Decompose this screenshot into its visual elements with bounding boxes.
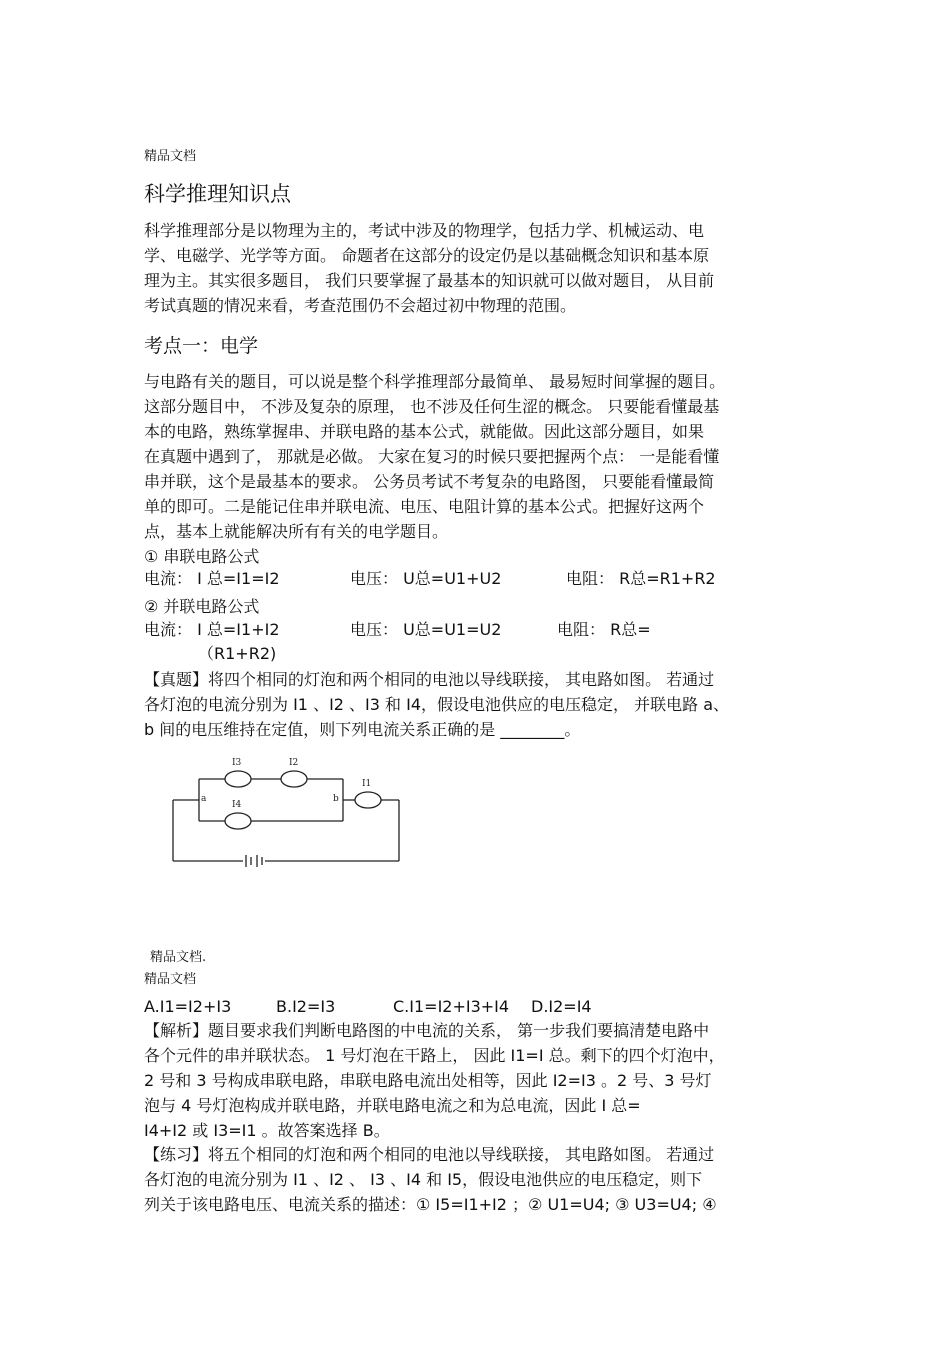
text-line: 【真题】将四个相同的灯泡和两个相同的电池以导线联接， 其电路如图。 若通过: [144, 670, 715, 689]
text-line: I4+I2 或 I3=I1 。故答案选择 B。: [144, 1121, 390, 1140]
parallel-current: 电流： I 总=I1+I2: [144, 620, 280, 639]
label-b: b: [333, 794, 339, 804]
text-line: 在真题中遇到了， 那就是必做。 大家在复习的时候只要把握两个点： 一是能看懂: [144, 447, 720, 466]
series-resistance: 电阻： R总=R1+R2: [566, 569, 716, 588]
page-header: 精品文档: [144, 149, 197, 164]
text-line: b 间的电压维持在定值，则下列电流关系正确的是 ________。: [144, 720, 581, 739]
circuit-diagram: [143, 745, 429, 885]
text-line: 2 号和 3 号构成串联电路，串联电路电流出处相等，因此 I2=I3 。2 号、3 号灯: [144, 1071, 712, 1090]
text-line: 各个元件的串并联状态。 1 号灯泡在干路上， 因此 I1=I 总。剩下的四个灯泡中，: [144, 1046, 725, 1065]
label-l2: I2: [289, 758, 299, 768]
label-l3: I3: [232, 758, 242, 768]
text-line: 本的电路，熟练掌握串、并联电路的基本公式，就能做。因此这部分题目，如果: [144, 422, 705, 441]
text-line: 考试真题的情况来看，考查范围仍不会超过初中物理的范围。: [144, 296, 577, 315]
text-line: 各灯泡的电流分别为 I1 、I2 、 I3 、I4 和 I5，假设电池供应的电压稳定，则下: [144, 1170, 703, 1189]
text-line: 各灯泡的电流分别为 I1 、I2 、I3 和 I4，假设电池供应的电压稳定， 并联电路 a、: [144, 695, 730, 714]
series-formula-label: ① 串联电路公式: [144, 547, 260, 566]
option-d: D.I2=I4: [531, 997, 592, 1016]
doc-title: 科学推理知识点: [144, 182, 291, 206]
text-line: 【练习】将五个相同的灯泡和两个相同的电池以导线联接， 其电路如图。 若通过: [144, 1145, 715, 1164]
label-l4: I4: [232, 800, 242, 810]
option-c: C.I1=I2+I3+I4: [393, 997, 510, 1016]
parallel-voltage: 电压： U总=U1=U2: [350, 620, 502, 639]
parallel-resistance: 电阻： R总=: [557, 620, 651, 639]
text-line: 串并联，这个是最基本的要求。 公务员考试不考复杂的电路图， 只要能看懂最简: [144, 472, 715, 491]
parallel-formula-label: ② 并联电路公式: [144, 597, 260, 616]
text-line: 【解析】题目要求我们判断电路图的中电流的关系， 第一步我们要搞清楚电路中: [144, 1021, 710, 1040]
text-line: 单的即可。二是能记住串并联电流、电压、电阻计算的基本公式。把握好这两个: [144, 497, 705, 516]
text-line: 泡与 4 号灯泡构成并联电路，并联电路电流之和为总电流，因此 I 总=: [144, 1096, 641, 1115]
section-title: 考点一：电学: [144, 335, 259, 357]
series-current: 电流： I 总=I1=I2: [144, 569, 280, 588]
page-footer: 精品文档.: [150, 950, 207, 965]
text-line: 点，基本上就能解决所有有关的电学题目。: [144, 522, 449, 541]
text-line: 科学推理部分是以物理为主的，考试中涉及的物理学，包括力学、机械运动、电: [144, 221, 705, 240]
series-voltage: 电压： U总=U1+U2: [350, 569, 502, 588]
label-a: a: [201, 794, 207, 804]
text-line: 列关于该电路电压、电流关系的描述：① I5=I1+I2 ；② U1=U4; ③ U3=U4; ④: [144, 1195, 717, 1214]
label-l1: I1: [362, 779, 372, 789]
option-a: A.I1=I2+I3: [144, 997, 232, 1016]
page-header: 精品文档: [144, 972, 197, 987]
option-b: B.I2=I3: [276, 997, 336, 1016]
text-line: 学、电磁学、光学等方面。 命题者在这部分的设定仍是以基础概念知识和基本原: [144, 246, 710, 265]
parallel-resistance-cont: （R1+R2): [198, 644, 277, 663]
text-line: 这部分题目中， 不涉及复杂的原理， 也不涉及任何生涩的概念。 只要能看懂最基: [144, 397, 720, 416]
text-line: 理为主。其实很多题目， 我们只要掌握了最基本的知识就可以做对题目， 从目前: [144, 271, 715, 290]
text-line: 与电路有关的题目，可以说是整个科学推理部分最简单、 最易短时间掌握的题目。: [144, 372, 726, 391]
